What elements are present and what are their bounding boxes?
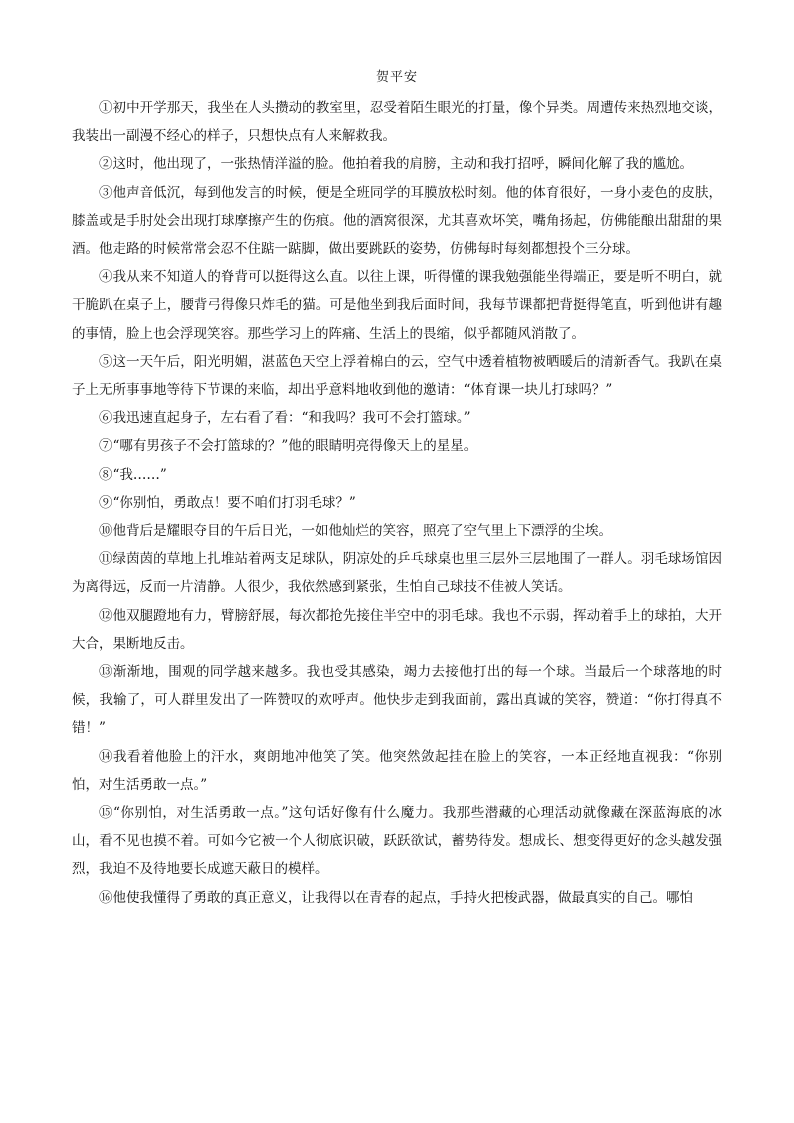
paragraph-6: ⑥我迅速直起身子，左右看了看：“和我吗？我可不会打篮球。” — [99, 410, 471, 427]
paragraph-9: ⑨“你别怕，勇敢点！要不咱们打羽毛球？” — [99, 494, 356, 511]
paragraph-3: ③他声音低沉，每到他发言的时候，便是全班同学的耳膜放松时刻。他的体育很好，一身小麦色的皮肤，膝盖或是手肘处会出现打球摩擦产生的伤痕。他的酒窝很深，尤其喜欢坏笑，嘴角扬起，仿佛能酿出甜甜的果酒。他走路的时候常常会忍不住踮一踮脚，做出要跳跃的姿势，仿佛每时每刻都想投个三分球。 — [72, 184, 722, 258]
paragraph-2: ②这时，他出现了，一张热情洋溢的脸。他拍着我的肩膀，主动和我打招呼，瞬间化解了我的尴尬。 — [99, 156, 693, 173]
article-body — [72, 94, 722, 912]
paragraph-16: ⑯他使我懂得了勇敢的真正意义，让我得以在青春的起点，手持火把梭武器，做最真实的自己。哪怕 — [99, 889, 693, 906]
paragraph-8: ⑧“我……” — [99, 466, 167, 483]
paragraph-12: ⑫他双腿蹬地有力，臂膀舒展，每次都抢先接住半空中的羽毛球。我也不示弱，挥动着手上的球拍，大开大合，果断地反击。 — [72, 607, 722, 652]
paragraph-11: ⑪绿茵茵的草地上扎堆站着两支足球队，阴凉处的乒乓球桌也里三层外三层地围了一群人。羽毛球场馆因为离得远，反而一片清静。人很少，我依然感到紧张，生怕自己球技不佳被人笑话。 — [72, 551, 722, 596]
paragraph-15: ⑮“你别怕，对生活勇敢一点。”这句话好像有什么魔力。我那些潜藏的心理活动就像藏在深蓝海底的冰山，看不见也摸不着。可如今它被一个人彻底识破，跃跃欲试，蓄势待发。想成长、想变得更好的念头越发强烈，我迫不及待地要长成遮天蔽日的模样。 — [72, 805, 722, 878]
paragraph-5: ⑤这一天午后，阳光明媚，湛蓝色天空上浮着棉白的云，空气中透着植物被晒暖后的清新香气。我趴在桌子上无所事事地等待下节课的来临，却出乎意料地收到他的邀请：“体育课一块儿打球吗？” — [72, 353, 722, 399]
paragraph-14: ⑭我看着他脸上的汗水，爽朗地冲他笑了笑。他突然敛起挂在脸上的笑容，一本正经地直视我：“你别怕，对生活勇敢一点。” — [72, 748, 722, 793]
article-title: 贺平安 — [375, 70, 418, 85]
paragraph-10: ⑩他背后是耀眼夺目的午后日光，一如他灿烂的笑容，照亮了空气里上下漂浮的尘埃。 — [99, 523, 612, 540]
paragraph-7: ⑦“哪有男孩子不会打篮球的？”他的眼睛明亮得像天上的星星。 — [99, 438, 478, 455]
paragraph-1: ①初中开学那天，我坐在人头攒动的教室里，忍受着陌生眼光的打量，像个异类。周遭传来热烈地交谈，我装出一副漫不经心的样子，只想快点有人来解救我。 — [72, 100, 722, 145]
paragraph-13: ⑬渐渐地，围观的同学越来越多。我也受其感染，竭力去接他打出的每一个球。当最后一个球落地的时候，我输了，可人群里发出了一阵赞叹的欢呼声。他快步走到我面前，露出真诚的笑容，赞道：“你打得真不错！” — [72, 664, 722, 737]
paragraph-4: ④我从来不知道人的脊背可以挺得这么直。以往上课，听得懂的课我勉强能坐得端正，要是听不明白，就干脆趴在桌子上，腰背弓得像只炸毛的猫。可是他坐到我后面时间，我每节课都把背挺得笔直，听到他讲有趣的事情，脸上也会浮现笑容。那些学习上的阵痛、生活上的畏缩，似乎都随风消散了。 — [72, 269, 722, 342]
